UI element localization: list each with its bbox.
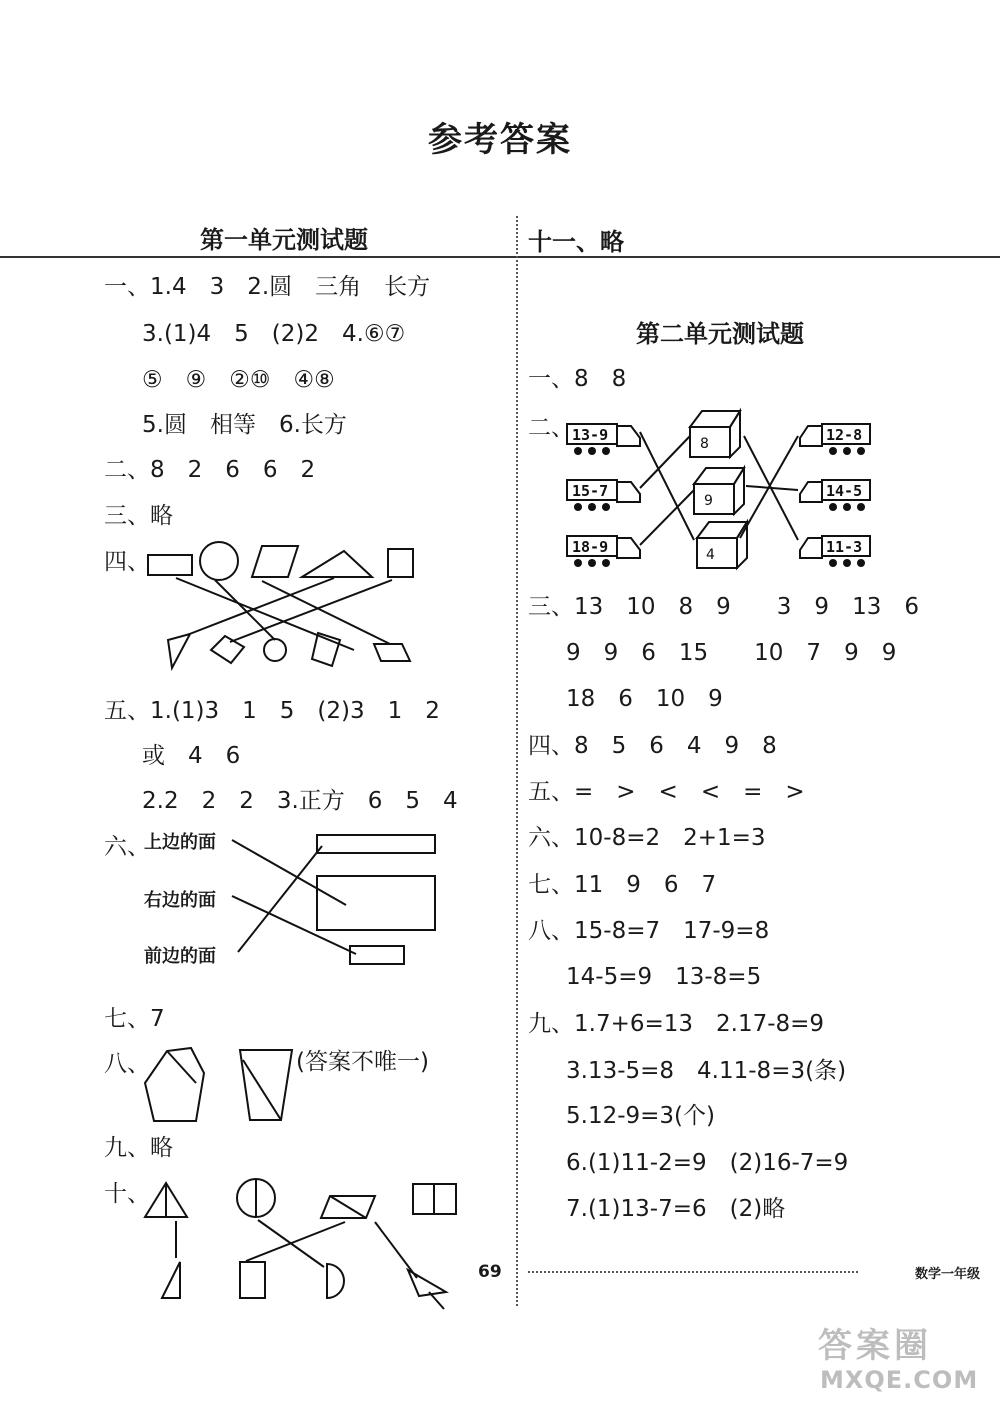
face-label-right: 右边的面	[144, 890, 216, 911]
section-title-unit1: 第一单元测试题	[200, 226, 368, 254]
watermark-url: MXQE.COM	[820, 1366, 979, 1394]
watermark-logo: 答案圈	[818, 1326, 932, 1366]
footer-brand: 数学一年级	[915, 1267, 981, 1282]
footer-dotted-rule	[528, 1271, 858, 1273]
q6-faces-figure	[232, 835, 435, 964]
answer-r-q8-line1: 八、15-8=7 17-9=8	[528, 918, 770, 944]
train-right-2-label: 14-5	[826, 482, 863, 500]
answer-r-q3-line2: 9 9 6 15 10 7 9 9	[566, 640, 897, 666]
answer-r-q4: 四、8 5 6 4 9 8	[528, 733, 777, 759]
answer-q8-note: (答案不唯一)	[296, 1049, 429, 1075]
answer-q4: 四、	[104, 549, 150, 575]
train-right-3-label: 11-3	[826, 538, 863, 556]
answer-q5-line3: 2.2 2 2 3.正方 6 5 4	[142, 788, 458, 814]
answer-q1-line3: ⑤ ⑨ ②⑩ ④⑧	[142, 367, 335, 393]
answer-q1-line4: 5.圆 相等 6.长方	[142, 412, 347, 438]
answer-r-q9-line1: 九、1.7+6=13 2.17-8=9	[528, 1011, 825, 1037]
train-left-3-label: 18-9	[572, 538, 609, 556]
face-label-top: 上边的面	[144, 832, 216, 853]
q8-cut-shapes-figure	[145, 1048, 292, 1121]
answer-q5-line2: 或 4 6	[142, 743, 241, 769]
answer-q1-line2: 3.(1)4 5 (2)2 4.⑥⑦	[142, 321, 406, 347]
answer-r-q9-line5: 7.(1)13-7=6 (2)略	[566, 1196, 786, 1222]
answer-r-q3-line3: 18 6 10 9	[566, 686, 723, 712]
answer-q8: 八、	[104, 1051, 150, 1077]
answer-r-q9-line2: 3.13-5=8 4.11-8=3(条)	[566, 1058, 847, 1084]
answer-q5-line1: 五、1.(1)3 1 5 (2)3 1 2	[104, 698, 440, 724]
train-left-2-label: 15-7	[572, 482, 609, 500]
section-title-unit2: 第二单元测试题	[636, 320, 804, 348]
answer-r-q9-line4: 6.(1)11-2=9 (2)16-7=9	[566, 1150, 849, 1176]
answer-q3: 三、略	[104, 503, 173, 529]
house-2-label: 9	[704, 493, 713, 509]
answer-q7: 七、7	[104, 1006, 165, 1032]
q4-matching-figure	[148, 542, 413, 668]
answer-q6: 六、	[104, 834, 150, 860]
answer-q1-line1: 一、1.4 3 2.圆 三角 长方	[104, 274, 431, 300]
answer-r-q2: 二、	[528, 415, 574, 441]
answer-q9: 九、略	[104, 1135, 173, 1161]
answer-r-q6: 六、10-8=2 2+1=3	[528, 825, 766, 851]
answer-q10: 十、	[104, 1181, 150, 1207]
answer-r-q5: 五、= > < < = >	[528, 779, 805, 805]
q2-train-house-figure	[567, 411, 870, 568]
house-1-label: 8	[700, 436, 709, 452]
house-3-label: 4	[706, 547, 715, 563]
answer-r-q8-line2: 14-5=9 13-8=5	[566, 964, 762, 990]
page-title: 参考答案	[428, 120, 572, 160]
q10-folding-figure	[145, 1179, 456, 1309]
answer-q11: 十一、略	[528, 228, 624, 256]
answer-r-q1: 一、8 8	[528, 366, 627, 392]
train-left-1-label: 13-9	[572, 426, 609, 444]
answer-r-q3-line1: 三、13 10 8 9 3 9 13 6	[528, 594, 919, 620]
page-number: 69	[478, 1262, 502, 1282]
answer-r-q7: 七、11 9 6 7	[528, 872, 717, 898]
answer-q2: 二、8 2 6 6 2	[104, 457, 316, 483]
face-label-front: 前边的面	[144, 946, 216, 967]
answer-r-q9-line3: 5.12-9=3(个)	[566, 1103, 715, 1129]
train-right-1-label: 12-8	[826, 426, 863, 444]
